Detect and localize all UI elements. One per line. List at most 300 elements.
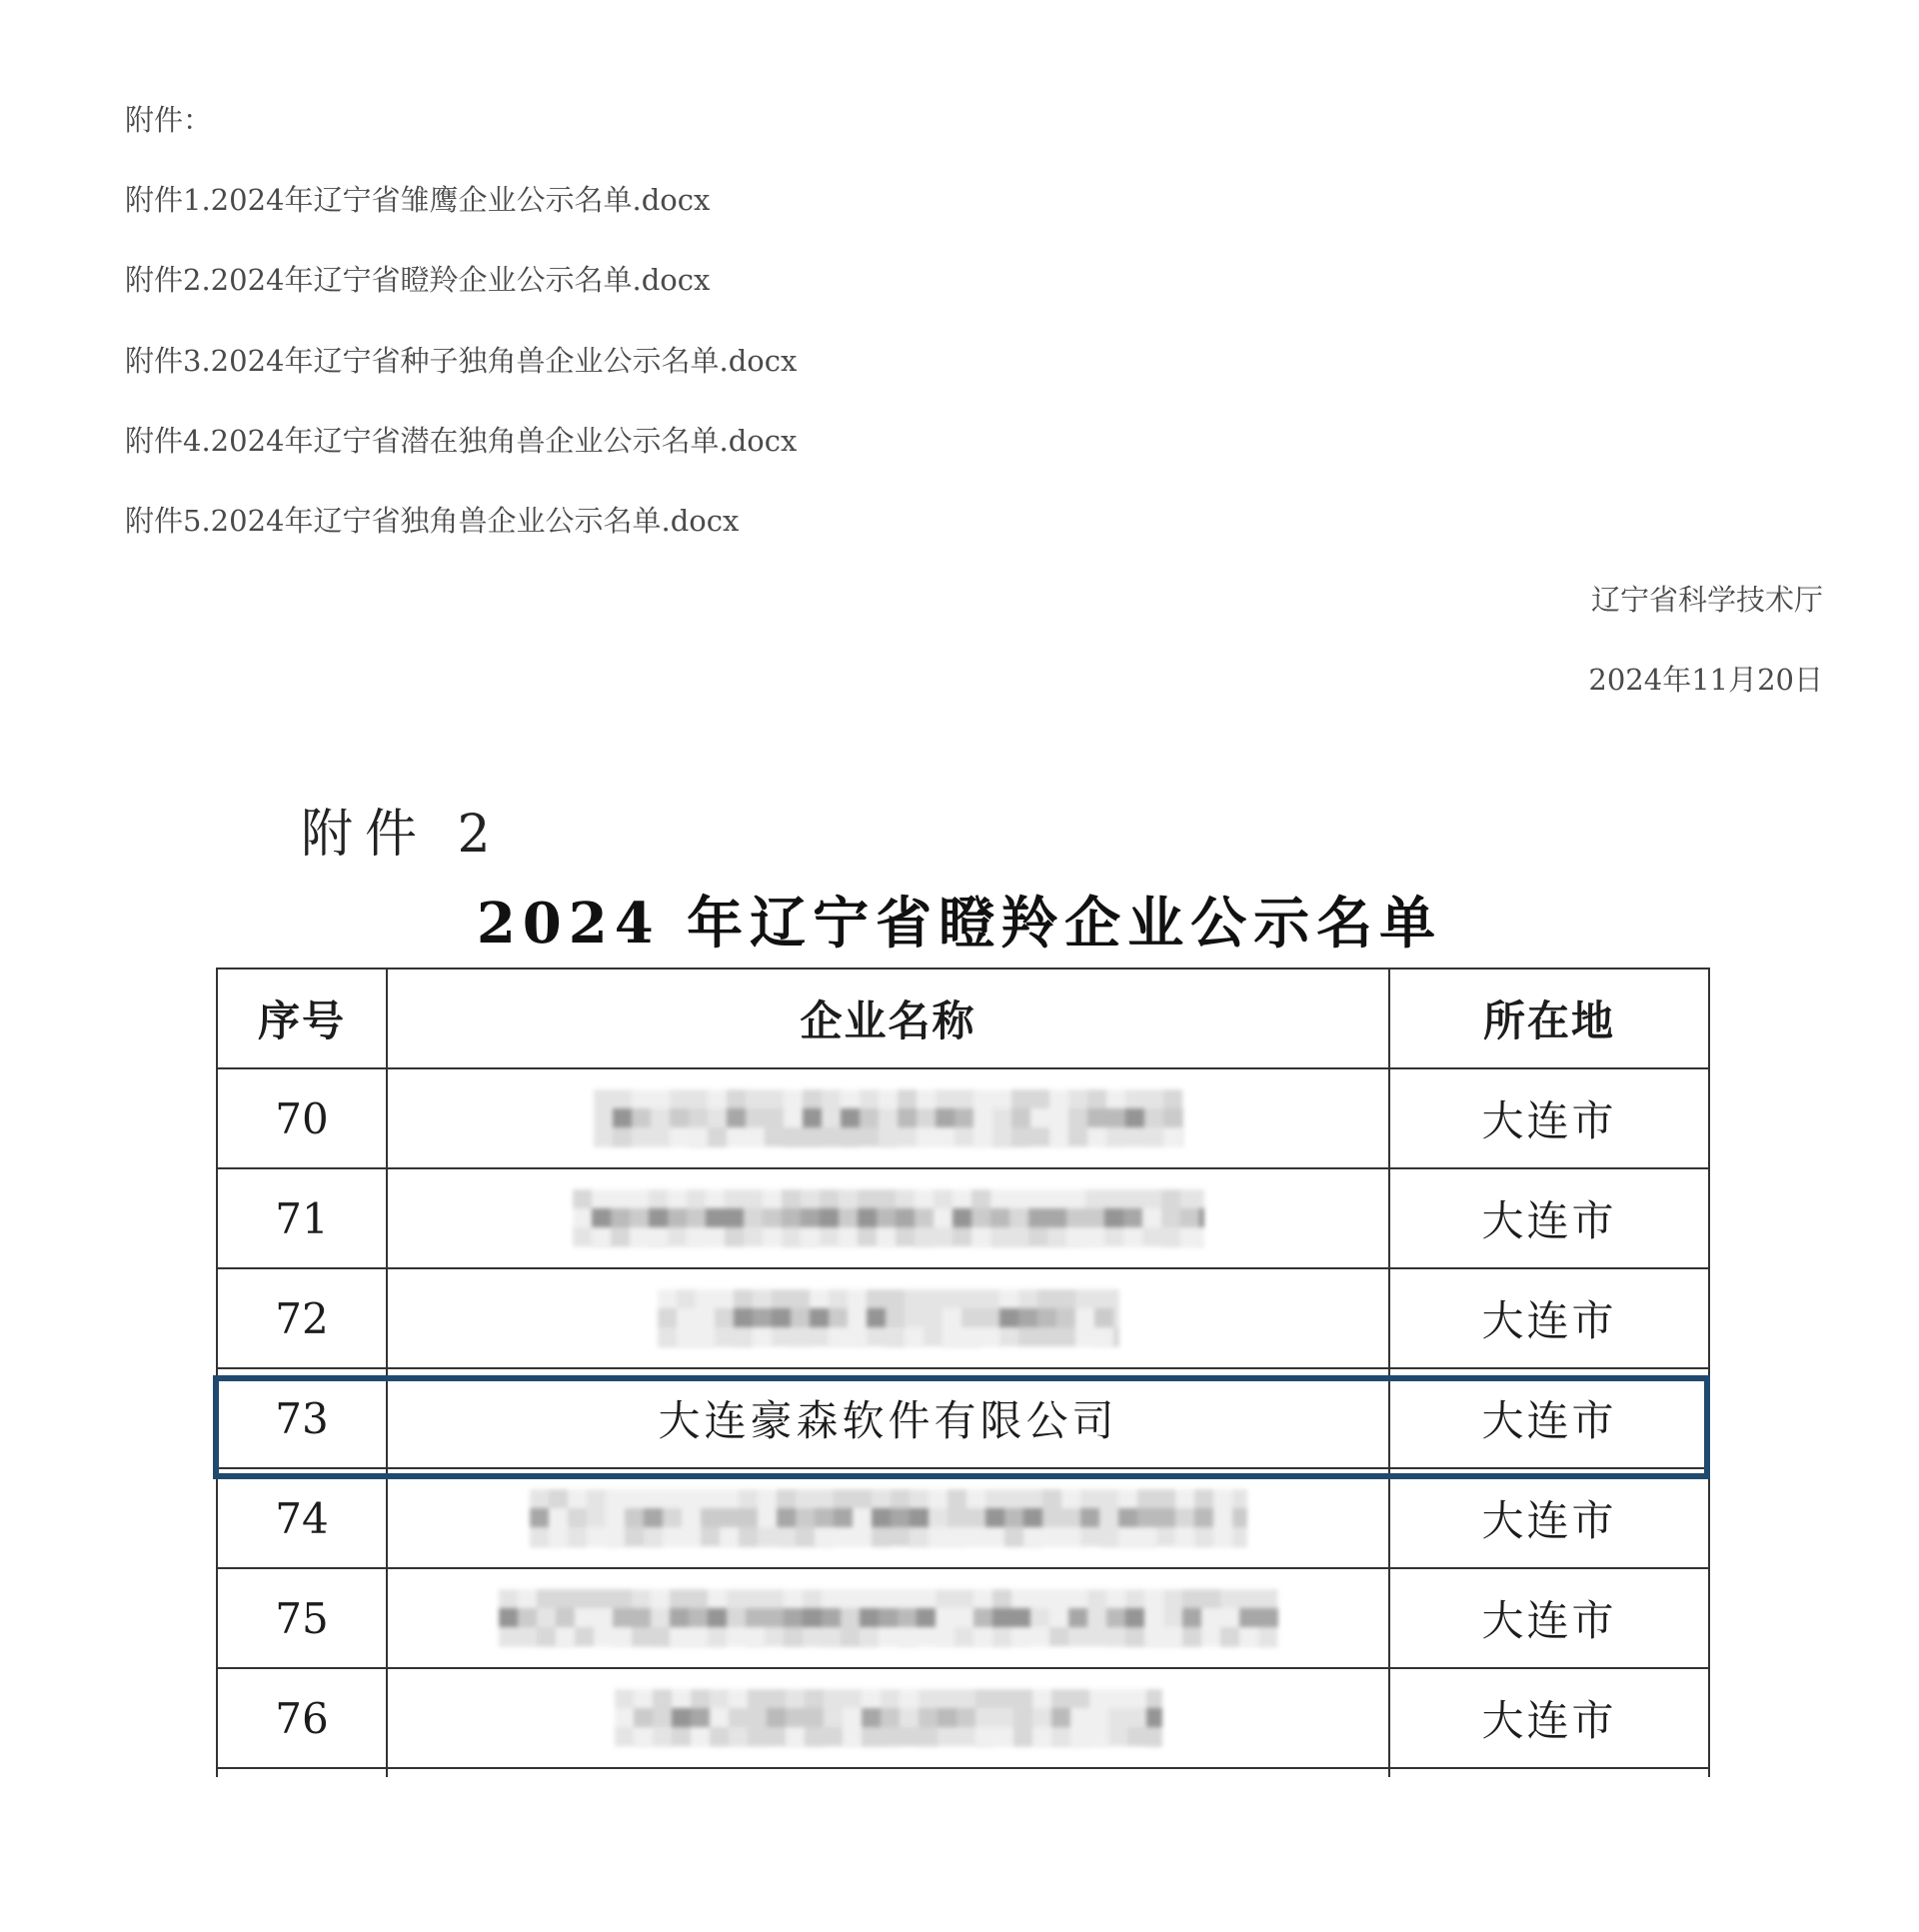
mosaic-cell — [961, 1308, 980, 1327]
mosaic-cell — [1106, 1108, 1125, 1127]
redaction-pixelation — [573, 1189, 1204, 1247]
mosaic-cell — [1142, 1227, 1161, 1246]
mosaic-cell — [670, 1108, 689, 1127]
mosaic-cell — [1125, 1646, 1144, 1647]
mosaic-cell — [613, 1589, 632, 1608]
mosaic-cell — [682, 1508, 701, 1527]
mosaic-cell — [992, 1608, 1011, 1627]
attachment-link-2[interactable]: 附件2.2024年辽宁省瞪羚企业公示名单.docx — [125, 263, 711, 297]
mosaic-cell — [708, 1108, 727, 1127]
mosaic-cell — [1113, 1308, 1119, 1327]
company-name-redacted — [387, 1168, 1389, 1268]
mosaic-cell — [936, 1089, 955, 1108]
mosaic-cell — [917, 1146, 936, 1147]
mosaic-cell — [803, 1089, 822, 1108]
mosaic-cell — [1220, 1608, 1239, 1627]
mosaic-cell — [615, 1708, 634, 1727]
mosaic-cell — [1030, 1146, 1049, 1147]
mosaic-cell — [992, 1089, 1011, 1108]
mosaic-cell — [791, 1289, 810, 1308]
mosaic-cell — [670, 1589, 689, 1608]
mosaic-cell — [1213, 1508, 1232, 1527]
mosaic-cell — [720, 1546, 739, 1547]
mosaic-cell — [1123, 1246, 1142, 1247]
mosaic-cell — [924, 1308, 943, 1327]
mosaic-cell — [573, 1246, 592, 1247]
mosaic-cell — [653, 1689, 672, 1708]
mosaic-cell — [877, 1189, 896, 1208]
mosaic-cell — [530, 1489, 549, 1508]
mosaic-cell — [1108, 1746, 1127, 1747]
mosaic-cell — [615, 1689, 634, 1708]
redaction-mosaic — [615, 1689, 1162, 1747]
mosaic-cell — [1099, 1527, 1118, 1546]
mosaic-cell — [1056, 1289, 1075, 1308]
mosaic-cell — [1049, 1608, 1068, 1627]
mosaic-cell — [784, 1089, 803, 1108]
mosaic-cell — [784, 1589, 803, 1608]
mosaic-cell — [1232, 1508, 1247, 1527]
mosaic-cell — [1013, 1708, 1032, 1727]
mosaic-cell — [1070, 1727, 1089, 1746]
mosaic-cell — [663, 1489, 682, 1508]
mosaic-cell — [1032, 1708, 1051, 1727]
mosaic-cell — [957, 1746, 975, 1747]
mosaic-cell — [663, 1508, 682, 1527]
mosaic-cell — [1104, 1246, 1123, 1247]
mosaic-cell — [971, 1208, 990, 1227]
mosaic-cell — [841, 1108, 860, 1127]
mosaic-cell — [796, 1508, 815, 1527]
mosaic-cell — [917, 1646, 936, 1647]
mosaic-cell — [1201, 1627, 1220, 1646]
mosaic-cell — [746, 1627, 765, 1646]
mosaic-cell — [872, 1546, 891, 1547]
mosaic-cell — [765, 1089, 784, 1108]
mosaic-cell — [765, 1627, 784, 1646]
mosaic-cell — [992, 1146, 1011, 1147]
mosaic-cell — [687, 1227, 706, 1246]
mosaic-cell — [746, 1608, 765, 1627]
mosaic-cell — [862, 1746, 881, 1747]
mosaic-cell — [573, 1227, 592, 1246]
mosaic-cell — [917, 1589, 936, 1608]
mosaic-cell — [649, 1189, 668, 1208]
mosaic-cell — [1009, 1189, 1028, 1208]
mosaic-cell — [881, 1708, 900, 1727]
mosaic-cell — [687, 1189, 706, 1208]
mosaic-cell — [765, 1127, 784, 1146]
mosaic-cell — [975, 1727, 994, 1746]
mosaic-cell — [777, 1489, 796, 1508]
mosaic-cell — [919, 1727, 938, 1746]
mosaic-cell — [994, 1689, 1013, 1708]
mosaic-cell — [1030, 1646, 1049, 1647]
mosaic-cell — [839, 1227, 858, 1246]
mosaic-cell — [1194, 1527, 1213, 1546]
mosaic-cell — [936, 1108, 955, 1127]
mosaic-cell — [915, 1227, 934, 1246]
mosaic-cell — [720, 1527, 739, 1546]
attachment-link-5[interactable]: 附件5.2024年辽宁省独角兽企业公示名单.docx — [125, 504, 740, 538]
mosaic-cell — [677, 1327, 696, 1346]
mosaic-cell — [924, 1289, 943, 1308]
mosaic-cell — [630, 1208, 649, 1227]
mosaic-cell — [786, 1689, 805, 1708]
mosaic-cell — [943, 1289, 961, 1308]
mosaic-cell — [860, 1589, 879, 1608]
row-index: 71 — [217, 1168, 387, 1268]
mosaic-cell — [632, 1646, 651, 1647]
mosaic-cell — [985, 1508, 1004, 1527]
mosaic-cell — [715, 1289, 734, 1308]
mosaic-cell — [658, 1327, 677, 1346]
mosaic-cell — [815, 1527, 834, 1546]
mosaic-cell — [953, 1189, 971, 1208]
mosaic-cell — [753, 1327, 772, 1346]
mosaic-cell — [1068, 1146, 1087, 1147]
mosaic-cell — [670, 1146, 689, 1147]
company-name-redacted — [387, 1668, 1389, 1768]
mosaic-cell — [815, 1489, 834, 1508]
mosaic-cell — [592, 1246, 611, 1247]
mosaic-cell — [1213, 1527, 1232, 1546]
mosaic-cell — [891, 1489, 910, 1508]
row-location: 大连市 — [1389, 1368, 1709, 1468]
row-index: 75 — [217, 1568, 387, 1668]
mosaic-cell — [691, 1689, 710, 1708]
mosaic-cell — [1194, 1489, 1213, 1508]
mosaic-cell — [1094, 1289, 1113, 1308]
mosaic-cell — [803, 1127, 822, 1146]
mosaic-cell — [822, 1089, 841, 1108]
mosaic-cell — [1099, 1489, 1118, 1508]
mosaic-cell — [862, 1708, 881, 1727]
mosaic-cell — [530, 1508, 549, 1527]
mosaic-cell — [961, 1327, 980, 1346]
mosaic-cell — [651, 1608, 670, 1627]
mosaic-cell — [829, 1289, 848, 1308]
mosaic-cell — [1199, 1227, 1204, 1246]
mosaic-cell — [746, 1127, 765, 1146]
mosaic-cell — [772, 1308, 791, 1327]
mosaic-cell — [765, 1108, 784, 1127]
mosaic-cell — [879, 1646, 898, 1647]
mosaic-cell — [1011, 1608, 1030, 1627]
mosaic-cell — [606, 1546, 625, 1547]
mosaic-cell — [530, 1527, 549, 1546]
mosaic-cell — [1163, 1627, 1182, 1646]
mosaic-cell — [672, 1689, 691, 1708]
mosaic-cell — [594, 1608, 613, 1627]
mosaic-cell — [961, 1289, 980, 1308]
mosaic-cell — [824, 1689, 843, 1708]
mosaic-cell — [658, 1289, 677, 1308]
mosaic-cell — [1023, 1546, 1042, 1547]
mosaic-cell — [801, 1227, 820, 1246]
mosaic-cell — [1258, 1627, 1277, 1646]
issue-date: 2024年11月20日 — [1588, 663, 1823, 697]
mosaic-cell — [784, 1646, 803, 1647]
mosaic-cell — [1018, 1346, 1037, 1347]
mosaic-cell — [708, 1646, 727, 1647]
mosaic-cell — [668, 1208, 687, 1227]
mosaic-cell — [1028, 1208, 1047, 1227]
mosaic-cell — [990, 1208, 1009, 1227]
mosaic-cell — [499, 1608, 518, 1627]
mosaic-cell — [777, 1508, 796, 1527]
mosaic-cell — [784, 1608, 803, 1627]
mosaic-cell — [867, 1327, 886, 1346]
mosaic-cell — [820, 1208, 839, 1227]
row-location: 大连市 — [1389, 1068, 1709, 1168]
mosaic-cell — [900, 1727, 919, 1746]
mosaic-cell — [1047, 1246, 1066, 1247]
mosaic-cell — [1051, 1727, 1070, 1746]
mosaic-cell — [499, 1589, 518, 1608]
mosaic-cell — [696, 1327, 715, 1346]
mosaic-cell — [1125, 1108, 1144, 1127]
mosaic-cell — [594, 1089, 613, 1108]
mosaic-cell — [1061, 1546, 1080, 1547]
mosaic-cell — [917, 1627, 936, 1646]
mosaic-cell — [746, 1108, 765, 1127]
mosaic-cell — [1068, 1627, 1087, 1646]
attachment-link-1[interactable]: 附件1.2024年辽宁省雏鹰企业公示名单.docx — [125, 183, 711, 217]
mosaic-cell — [710, 1689, 729, 1708]
mosaic-cell — [905, 1346, 924, 1347]
mosaic-cell — [877, 1227, 896, 1246]
mosaic-cell — [936, 1127, 955, 1146]
mosaic-cell — [1118, 1527, 1137, 1546]
mosaic-cell — [753, 1308, 772, 1327]
mosaic-cell — [886, 1327, 905, 1346]
mosaic-cell — [898, 1108, 917, 1127]
mosaic-cell — [1066, 1227, 1085, 1246]
mosaic-cell — [1161, 1246, 1180, 1247]
mosaic-cell — [841, 1146, 860, 1147]
mosaic-cell — [1094, 1308, 1113, 1327]
mosaic-cell — [1125, 1146, 1144, 1147]
mosaic-cell — [973, 1127, 992, 1146]
mosaic-cell — [1085, 1246, 1104, 1247]
mosaic-cell — [632, 1608, 651, 1627]
mosaic-cell — [1175, 1489, 1194, 1508]
mosaic-cell — [668, 1246, 687, 1247]
mosaic-cell — [896, 1208, 915, 1227]
mosaic-cell — [1042, 1508, 1061, 1527]
mosaic-cell — [606, 1508, 625, 1527]
mosaic-cell — [862, 1689, 881, 1708]
mosaic-cell — [1232, 1546, 1247, 1547]
mosaic-cell — [632, 1589, 651, 1608]
mosaic-cell — [708, 1608, 727, 1627]
mosaic-cell — [649, 1246, 668, 1247]
mosaic-cell — [955, 1127, 973, 1146]
mosaic-cell — [556, 1608, 575, 1627]
redaction-pixelation — [499, 1589, 1278, 1647]
mosaic-cell — [1199, 1246, 1204, 1247]
mosaic-cell — [677, 1346, 696, 1347]
mosaic-cell — [860, 1608, 879, 1627]
mosaic-cell — [1127, 1727, 1146, 1746]
mosaic-cell — [765, 1608, 784, 1627]
mosaic-cell — [1199, 1189, 1204, 1208]
mosaic-cell — [936, 1146, 955, 1147]
mosaic-cell — [801, 1246, 820, 1247]
mosaic-cell — [653, 1746, 672, 1747]
mosaic-cell — [1144, 1646, 1163, 1647]
attachment-link-4[interactable]: 附件4.2024年辽宁省潜在独角兽企业公示名单.docx — [125, 424, 798, 458]
mosaic-cell — [734, 1289, 753, 1308]
mosaic-cell — [924, 1327, 943, 1346]
mosaic-cell — [689, 1646, 708, 1647]
mosaic-cell — [1061, 1508, 1080, 1527]
mosaic-cell — [1258, 1608, 1277, 1627]
mosaic-cell — [625, 1546, 644, 1547]
mosaic-cell — [1182, 1589, 1201, 1608]
mosaic-cell — [1220, 1627, 1239, 1646]
mosaic-cell — [1070, 1746, 1089, 1747]
mosaic-cell — [1156, 1546, 1175, 1547]
mosaic-cell — [905, 1308, 924, 1327]
mosaic-cell — [822, 1646, 841, 1647]
mosaic-cell — [853, 1546, 872, 1547]
mosaic-cell — [782, 1208, 801, 1227]
mosaic-cell — [858, 1208, 877, 1227]
mosaic-cell — [689, 1127, 708, 1146]
mosaic-cell — [1056, 1327, 1075, 1346]
mosaic-cell — [748, 1746, 767, 1747]
mosaic-cell — [632, 1127, 651, 1146]
mosaic-cell — [810, 1327, 829, 1346]
mosaic-cell — [999, 1289, 1018, 1308]
mosaic-cell — [1042, 1527, 1061, 1546]
mosaic-cell — [796, 1489, 815, 1508]
mosaic-cell — [1087, 1608, 1106, 1627]
mosaic-cell — [810, 1346, 829, 1347]
mosaic-cell — [1037, 1327, 1056, 1346]
mosaic-cell — [822, 1108, 841, 1127]
mosaic-cell — [810, 1308, 829, 1327]
mosaic-cell — [689, 1589, 708, 1608]
mosaic-cell — [879, 1627, 898, 1646]
mosaic-cell — [938, 1708, 957, 1727]
mosaic-cell — [615, 1727, 634, 1746]
mosaic-cell — [668, 1227, 687, 1246]
mosaic-cell — [1175, 1508, 1194, 1527]
mosaic-cell — [630, 1227, 649, 1246]
mosaic-cell — [696, 1308, 715, 1327]
mosaic-cell — [537, 1608, 556, 1627]
mosaic-cell — [1220, 1589, 1239, 1608]
mosaic-cell — [632, 1627, 651, 1646]
mosaic-cell — [594, 1646, 613, 1647]
mosaic-cell — [632, 1108, 651, 1127]
mosaic-cell — [820, 1246, 839, 1247]
mosaic-cell — [727, 1627, 746, 1646]
mosaic-cell — [1137, 1489, 1156, 1508]
redaction-pixelation — [615, 1689, 1162, 1747]
mosaic-cell — [748, 1708, 767, 1727]
mosaic-cell — [568, 1546, 587, 1547]
mosaic-cell — [1047, 1227, 1066, 1246]
mosaic-cell — [992, 1108, 1011, 1127]
mosaic-cell — [896, 1189, 915, 1208]
redaction-pixelation — [658, 1289, 1119, 1347]
mosaic-cell — [786, 1708, 805, 1727]
mosaic-cell — [879, 1608, 898, 1627]
attachment-link-3[interactable]: 附件3.2024年辽宁省种子独角兽企业公示名单.docx — [125, 344, 798, 378]
mosaic-cell — [625, 1508, 644, 1527]
mosaic-cell — [820, 1227, 839, 1246]
mosaic-cell — [644, 1527, 663, 1546]
mosaic-cell — [955, 1146, 973, 1147]
mosaic-cell — [1146, 1708, 1162, 1727]
mosaic-cell — [1163, 1108, 1182, 1127]
mosaic-cell — [1113, 1346, 1119, 1347]
mosaic-cell — [777, 1527, 796, 1546]
mosaic-cell — [841, 1627, 860, 1646]
mosaic-cell — [853, 1489, 872, 1508]
mosaic-cell — [1161, 1227, 1180, 1246]
mosaic-cell — [948, 1489, 966, 1508]
mosaic-cell — [594, 1127, 613, 1146]
mosaic-cell — [957, 1727, 975, 1746]
mosaic-cell — [518, 1627, 537, 1646]
mosaic-cell — [848, 1327, 867, 1346]
mosaic-cell — [843, 1708, 862, 1727]
mosaic-cell — [1277, 1646, 1278, 1647]
mosaic-cell — [860, 1089, 879, 1108]
mosaic-cell — [1123, 1189, 1142, 1208]
mosaic-cell — [994, 1746, 1013, 1747]
mosaic-cell — [898, 1627, 917, 1646]
mosaic-cell — [746, 1146, 765, 1147]
mosaic-cell — [955, 1646, 973, 1647]
mosaic-cell — [898, 1127, 917, 1146]
mosaic-cell — [1087, 1127, 1106, 1146]
mosaic-cell — [748, 1727, 767, 1746]
mosaic-cell — [708, 1146, 727, 1147]
mosaic-cell — [767, 1746, 786, 1747]
mosaic-cell — [886, 1346, 905, 1347]
mosaic-cell — [1018, 1308, 1037, 1327]
mosaic-cell — [834, 1527, 853, 1546]
mosaic-cell — [992, 1127, 1011, 1146]
mosaic-cell — [739, 1546, 758, 1547]
mosaic-cell — [715, 1327, 734, 1346]
mosaic-cell — [1175, 1546, 1194, 1547]
mosaic-cell — [587, 1546, 606, 1547]
mosaic-cell — [820, 1189, 839, 1208]
mosaic-cell — [1258, 1589, 1277, 1608]
mosaic-cell — [822, 1146, 841, 1147]
mosaic-cell — [810, 1289, 829, 1308]
mosaic-cell — [649, 1208, 668, 1227]
mosaic-cell — [971, 1227, 990, 1246]
mosaic-cell — [651, 1089, 670, 1108]
mosaic-cell — [990, 1189, 1009, 1208]
mosaic-cell — [1113, 1327, 1119, 1346]
mosaic-cell — [1125, 1089, 1144, 1108]
mosaic-cell — [734, 1308, 753, 1327]
mosaic-cell — [549, 1489, 568, 1508]
redaction-mosaic — [499, 1589, 1278, 1647]
mosaic-cell — [613, 1627, 632, 1646]
mosaic-cell — [644, 1546, 663, 1547]
mosaic-cell — [1106, 1608, 1125, 1627]
